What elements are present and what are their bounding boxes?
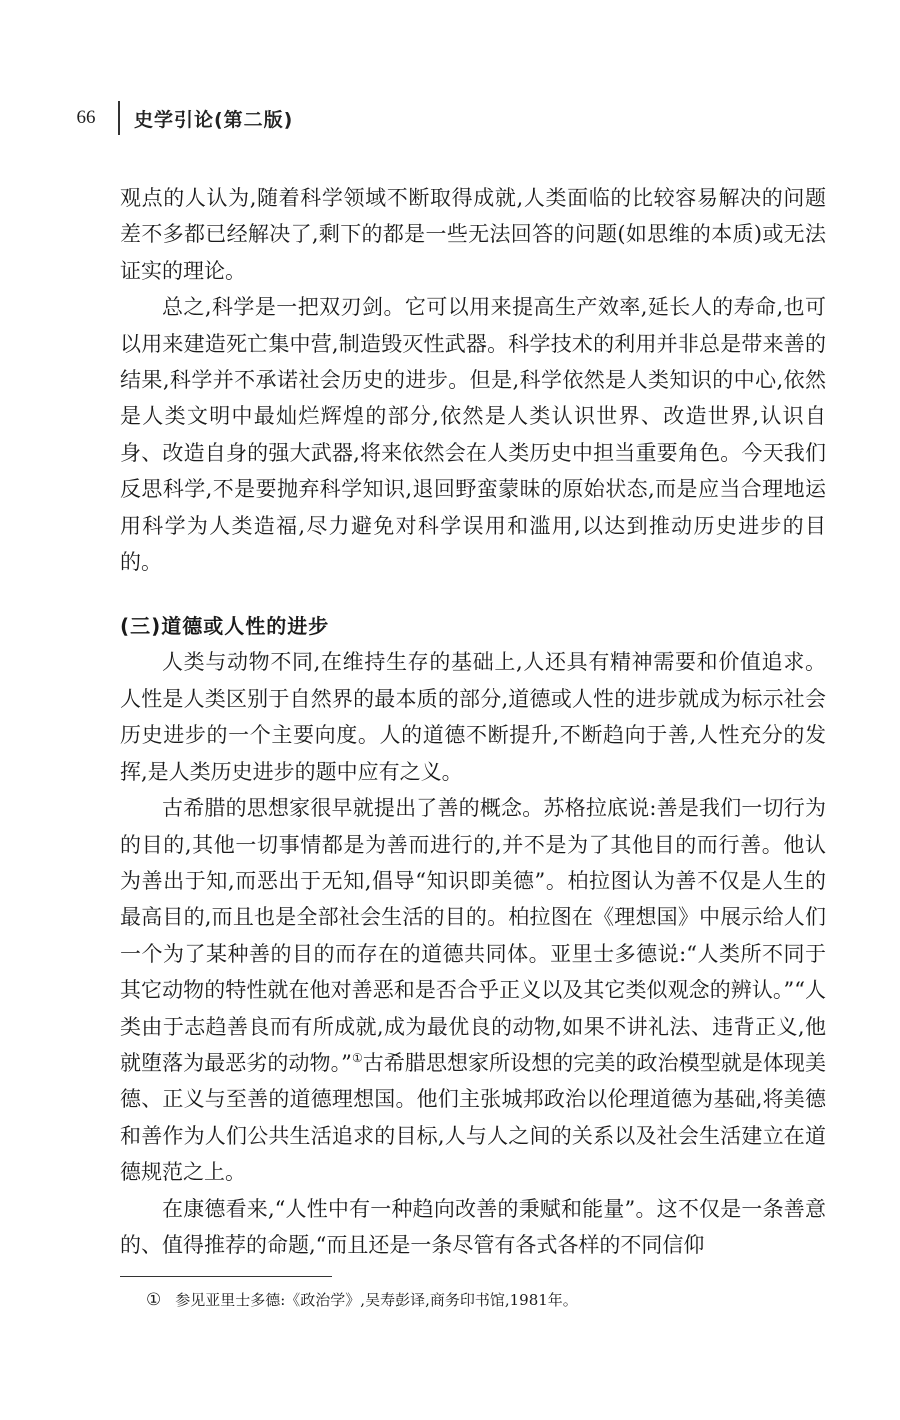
footnote-reference[interactable]: ① [351, 1050, 363, 1065]
paragraph-continued: 观点的人认为,随着科学领域不断取得成就,人类面临的比较容易解决的问题差不多都已经解决了,剩下的都是一些无法回答的问题(如思维的本质)或无法证实的理论。 [120, 186, 826, 283]
footnote-divider [120, 1276, 332, 1277]
page-number: 66 [76, 107, 96, 128]
footnote-text: 参见亚里士多德:《政治学》,吴寿彭译,商务印书馆,1981年。 [175, 1291, 578, 1309]
paragraph-science-double-edged: 总之,科学是一把双刃剑。它可以用来提高生产效率,延长人的寿命,也可以用来建造死亡集中营,制造毁灭性武器。科学技术的利用并非总是带来善的结果,科学并不承诺社会历史的进步。但是,科学依然是人类知识的中心,依然是人类文明中最灿烂辉煌的部分,依然是人类认识世界、改造世界,认识自身、改造自身的强大武器,将来依然会在人类历史中担当重要角色。今天我们反思科学,不是要抛弃科学知识,退回野蛮蒙昧的原始状态,而是应当合理地运用科学为人类造福,尽力避免对科学误用和滥用,以达到推动历史进步的目的。 [120, 295, 826, 575]
main-text [120, 180, 826, 1263]
header-divider [118, 101, 120, 135]
section-heading: (三)道德或人性的进步 [120, 614, 330, 639]
paragraph-ancient-greece [120, 790, 826, 1190]
paragraph-ancient-greece-part2: 古希腊思想家所设想的完美的政治模型就是体现美德、正义与至善的道德理想国。他们主张城邦政治以伦理道德为基础,将美德和善作为人们公共生活追求的目标,人与人之间的关系以及社会生活建立在道德规范之上。 [120, 1050, 826, 1185]
running-header [60, 100, 293, 136]
footnote-marker: ① [146, 1290, 162, 1310]
paragraph-ancient-greece-part1: 古希腊的思想家很早就提出了善的概念。苏格拉底说:善是我们一切行为的目的,其他一切事情都是为善而进行的,并不是为了其他目的而行善。他认为善出于知,而恶出于无知,倡导“知识即美德”。柏拉图认为善不仅是人生的最高目的,而且也是全部社会生活的目的。柏拉图在《理想国》中展示给人们一个为了某种善的目的而存在的道德共同体。亚里士多德说:“人类所不同于其它动物的特性就在他对善恶和是否合乎正义以及其它类似观念的辨认。”“人类由于志趋善良而有所成就,成为最优良的动物,如果不讲礼法、违背正义,他就堕落为最恶劣的动物。” [120, 796, 826, 1075]
running-title: 史学引论(第二版) [134, 108, 294, 131]
paragraph-human-nature: 人类与动物不同,在维持生存的基础上,人还具有精神需要和价值追求。人性是人类区别于自然界的最本质的部分,道德或人性的进步就成为标示社会历史进步的一个主要向度。人的道德不断提升,不断趋向于善,人性充分的发挥,是人类历史进步的题中应有之义。 [120, 650, 826, 784]
paragraph-kant: 在康德看来,“人性中有一种趋向改善的秉赋和能量”。这不仅是一条善意的、值得推荐的命题,“而且还是一条尽管有各式各样的不同信仰 [120, 1196, 826, 1257]
footnote [146, 1288, 578, 1312]
